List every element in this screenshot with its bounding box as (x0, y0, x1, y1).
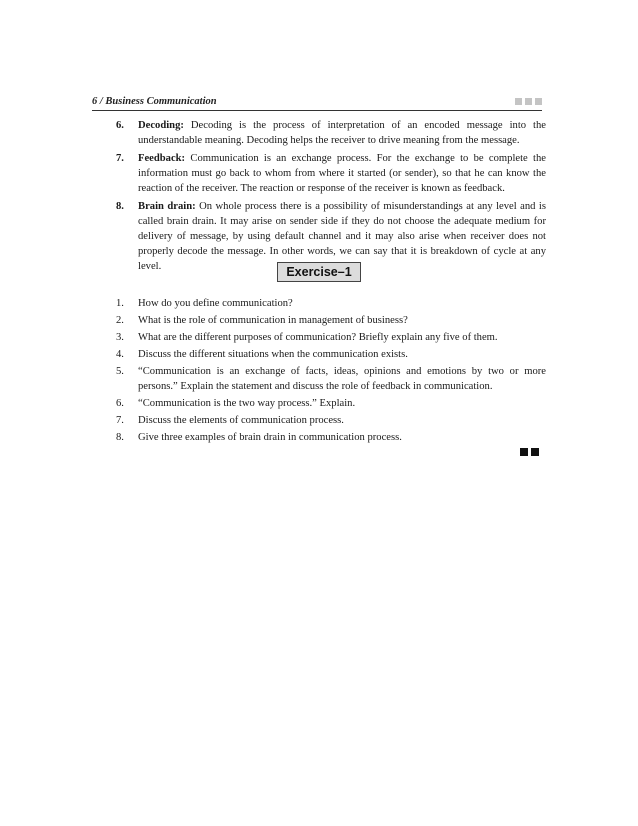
header-square (525, 98, 532, 105)
header-text (92, 96, 217, 107)
end-of-chapter-marker (520, 448, 539, 456)
question-text: “Communication is an exchange of facts, ideas, opinions and emotions by two or more persons.” Explain the statement and discuss the role of feedback in communication. (138, 366, 546, 392)
question-list (116, 296, 546, 447)
definition-list (116, 118, 546, 277)
definition-number: 6. (116, 120, 124, 131)
definition-number: 8. (116, 201, 124, 212)
header-title: Business Communication (105, 96, 217, 107)
question-number: 4. (116, 349, 124, 360)
header-separator: / (99, 96, 103, 107)
definition-body (138, 118, 546, 148)
end-square (531, 448, 539, 456)
question-text: Discuss the different situations when the communication exists. (138, 349, 408, 360)
question-number: 3. (116, 332, 124, 343)
definition-term: Decoding: (138, 120, 184, 131)
question-text: How do you define communication? (138, 298, 293, 309)
definition-text: Decoding is the process of interpretation of an encoded message into the understandable meaning. Decoding helps the receiver to drive meaning from the message. (138, 120, 546, 146)
question-number: 8. (116, 432, 124, 443)
header-square (515, 98, 522, 105)
question-number: 7. (116, 415, 124, 426)
header-square (535, 98, 542, 105)
question-item (116, 364, 546, 394)
definition-text: On whole process there is a possibility of misunderstandings at any level and is called brain drain. It may arise on sender side if they do not choose the adequate medium for delivery of message, by using default channel and it may also arise when receiver does not properly decode the message. In other words, we can say that it is breakdown of cycle at any level. (138, 201, 546, 272)
definition-item (116, 151, 546, 196)
definition-number: 7. (116, 153, 124, 164)
question-item (116, 430, 546, 445)
definition-term: Feedback: (138, 153, 186, 164)
exercise-heading-wrap (0, 262, 638, 282)
question-text: Give three examples of brain drain in communication process. (138, 432, 402, 443)
question-item (116, 296, 546, 311)
exercise-heading: Exercise–1 (277, 262, 360, 282)
header-decoration (515, 98, 542, 105)
definition-term: Brain drain: (138, 201, 196, 212)
header-rule (92, 110, 542, 111)
end-square (520, 448, 528, 456)
definition-text: Communication is an exchange process. For the exchange to be complete the information must go back to whom from where it started (or sender), so that he can know the reaction of the receiver. The reaction or response of the receiver is known as feedback. (138, 153, 546, 194)
header-page-number: 6 (92, 96, 98, 107)
definition-item (116, 118, 546, 148)
question-item (116, 413, 546, 428)
running-header (92, 96, 542, 110)
question-number: 5. (116, 366, 124, 377)
definition-body (138, 151, 546, 196)
question-text: What are the different purposes of communication? Briefly explain any five of them. (138, 332, 498, 343)
question-item (116, 347, 546, 362)
question-number: 6. (116, 398, 124, 409)
question-text: Discuss the elements of communication process. (138, 415, 344, 426)
question-item (116, 396, 546, 411)
question-text: What is the role of communication in management of business? (138, 315, 408, 326)
question-item (116, 313, 546, 328)
question-item (116, 330, 546, 345)
question-text: “Communication is the two way process.” Explain. (138, 398, 356, 409)
question-number: 2. (116, 315, 124, 326)
question-number: 1. (116, 298, 124, 309)
